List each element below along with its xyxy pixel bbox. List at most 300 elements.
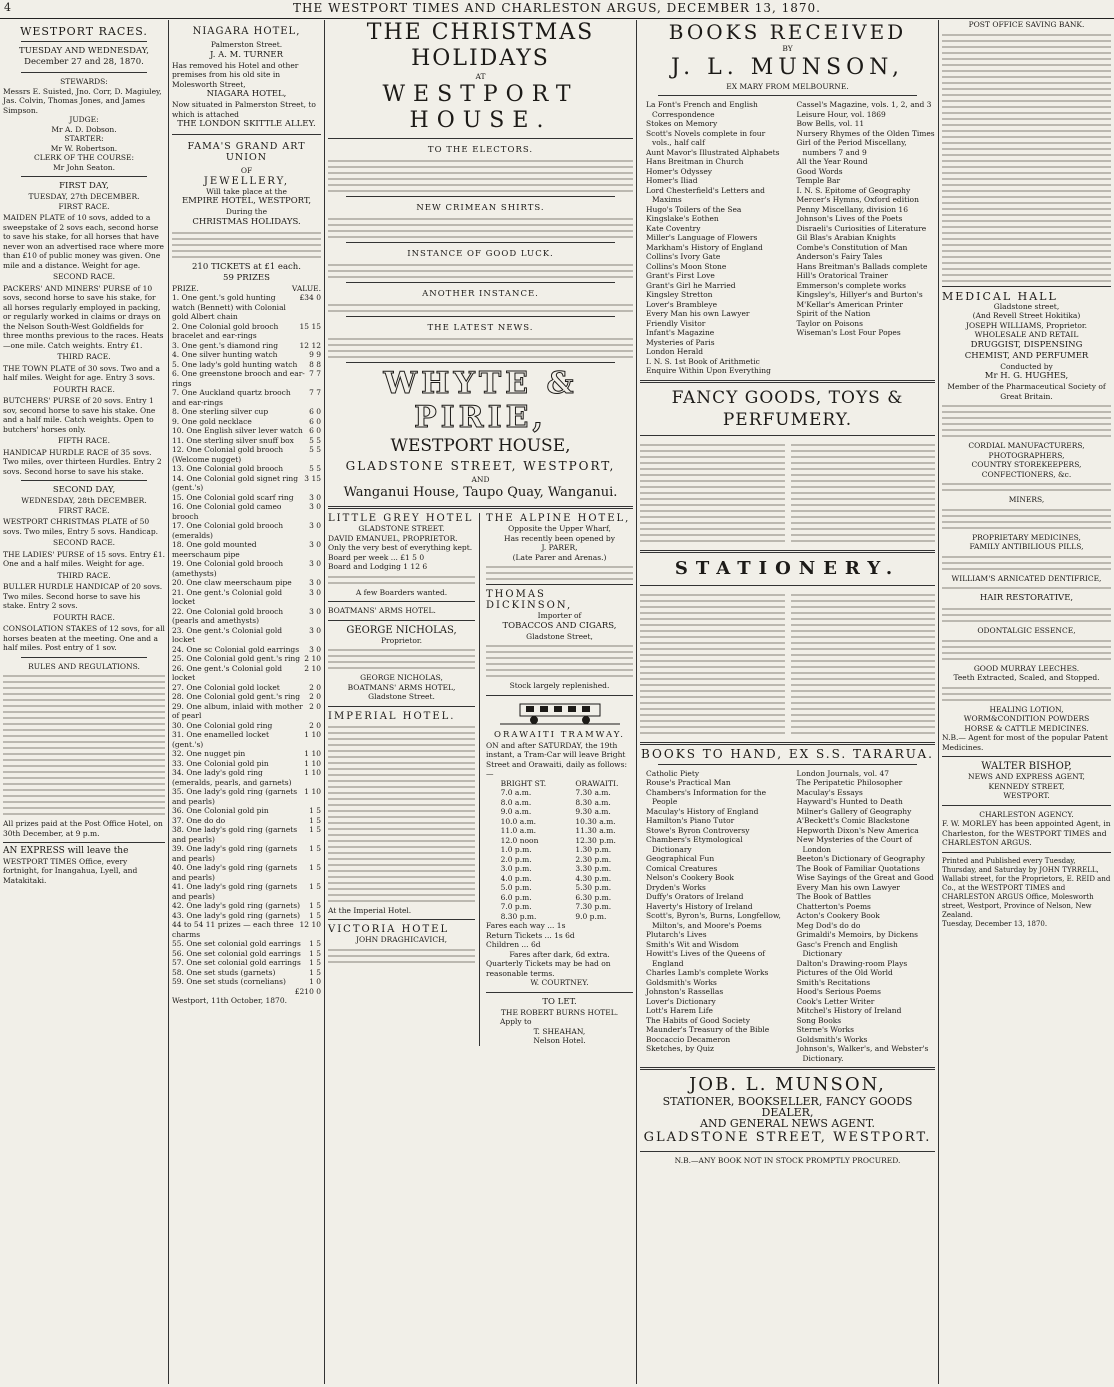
book-title: Collins's Moon Stone <box>646 261 727 271</box>
prize-number: 28. <box>172 692 184 701</box>
book-title: A'Beckett's Comic Blackstone <box>796 816 910 825</box>
book-title: Miller's Language of Flowers <box>646 233 758 242</box>
prize-row <box>172 759 321 769</box>
prize-value: 15 15 <box>299 321 321 331</box>
prize-desc <box>172 968 275 978</box>
prize-desc <box>172 759 269 769</box>
tram-time-bright: 10.0 a.m. <box>500 816 537 826</box>
prize-number: 7. <box>172 388 180 397</box>
book-title: Temple Bar <box>796 176 841 185</box>
column-races <box>0 20 168 1384</box>
prize-description: One lady's gold ring (garnets and pearls) <box>172 825 298 844</box>
prize-number: 9. <box>172 416 180 426</box>
book-title: New Mysteries of the Court of London <box>796 835 912 854</box>
race-label: FIRST RACE. <box>58 505 110 515</box>
book-title: Nursery Rhymes of the Olden Times <box>796 128 935 138</box>
fares-2: Return Tickets ... 1s 6d <box>486 930 575 940</box>
prize-number: 59. <box>172 977 184 986</box>
prize-value: 6 0 <box>309 426 321 435</box>
dentifrice-label: WILLIAM'S ARNICATED DENTIFRICE, <box>951 573 1102 583</box>
tram-time-orawaiti: 10.30 a.m. <box>575 816 616 826</box>
prize-row <box>172 844 321 863</box>
prize-description: One Colonial gold gent.'s ring <box>186 654 301 663</box>
prize-row <box>172 350 321 360</box>
tram-time-orawaiti: 2.30 p.m. <box>575 854 612 864</box>
prize-row <box>172 474 321 493</box>
race-label: FIRST RACE. <box>58 201 110 211</box>
fares-1: Fares each way ... 1s <box>486 921 566 930</box>
book-title: Kingsley's, Hillyer's and Burton's <box>796 290 923 299</box>
tram-time-orawaiti: 11.30 a.m. <box>575 826 616 835</box>
prize-header <box>172 284 321 294</box>
prize-number: 6. <box>172 369 180 378</box>
prize-desc <box>172 749 245 759</box>
tram-time-bright: 5.0 p.m. <box>500 883 532 892</box>
fares-3: Children ... 6d <box>486 940 541 949</box>
niagara-line-1: Has removed his Hotel and other <box>172 60 299 70</box>
prize-description: One set colonial gold earrings <box>186 958 301 967</box>
book-title: Lott's Harem Life <box>646 1006 713 1015</box>
race-text: HANDICAP HURDLE RACE of 35 sovs. Two miles, over thirteen Hurdles. Entry 2 sovs. Second horse to save his stake. <box>3 447 162 476</box>
prize-row <box>172 521 321 540</box>
tram-time-orawaiti: 9.0 p.m. <box>575 911 607 921</box>
book-title: Johnson's, Walker's, and Webster's Dictionary. <box>796 1044 929 1063</box>
book-title: Song Books <box>796 1015 842 1025</box>
tramway-signature: W. COURTNEY. <box>530 978 589 987</box>
prize-description: One Colonial gold brooch (amethysts) <box>172 559 284 578</box>
alpine-owner: J. PARER, <box>541 543 578 552</box>
prize-desc <box>172 882 305 901</box>
proprietary-label: PROPRIETARY MEDICINES, <box>972 532 1081 542</box>
book-title: The Book of Familiar Quotations <box>796 863 920 873</box>
skittle-alley: THE LONDON SKITTLE ALLEY. <box>177 119 316 129</box>
prize-desc <box>172 730 300 749</box>
prize-value: 5 5 <box>309 435 321 445</box>
prize-row <box>172 787 321 806</box>
horse-label: HORSE & CATTLE MEDICINES. <box>964 723 1089 733</box>
book-title: Anderson's Fairy Tales <box>796 252 883 261</box>
prize-value: 1 5 <box>309 967 321 977</box>
prize-desc <box>172 721 272 731</box>
prize-row <box>172 949 321 959</box>
odontalgic-label: ODONTALGIC ESSENCE, <box>977 626 1076 635</box>
prize-desc <box>172 863 305 882</box>
book-title: Beeton's Dictionary of Geography <box>796 854 925 863</box>
race-label: SECOND RACE. <box>52 538 116 547</box>
prize-value: 7 7 <box>309 388 321 397</box>
art-union-place: Will take place at the <box>206 186 287 196</box>
race-text: BUTCHERS' PURSE of 20 sovs. Entry 1 sov, second horse to save his stake. One and a half mile. Catch weights. Open to butchers' horses only. <box>3 396 156 434</box>
post-office-heading: POST OFFICE SAVING BANK. <box>968 20 1085 29</box>
race-label: THIRD RACE. <box>57 570 111 580</box>
nicholas-name: GEORGE NICHOLAS, <box>360 673 443 682</box>
prize-description: One lady's gold ring (garnets and pearls) <box>172 863 298 882</box>
prize-value: 1 5 <box>309 806 321 815</box>
prize-number: 24. <box>172 644 184 654</box>
prize-desc <box>172 417 252 427</box>
prize-row <box>172 749 321 759</box>
niagara-line-3: Now situated in Palmerston Street, to which is attached <box>172 100 316 119</box>
art-union-heading: FAMA'S GRAND ART UNION <box>187 141 306 163</box>
book-title: Scott's Novels complete in four vols., half calf <box>646 128 766 147</box>
race-label: SECOND RACE. <box>52 272 116 281</box>
prize-description: One gent.'s gold hunting watch (Bennett) with Colonial gold Albert chain <box>172 293 286 321</box>
tram-time-orawaiti: 9.30 a.m. <box>575 807 611 816</box>
prize-value: 1 10 <box>304 787 321 796</box>
news-heading: THE LATEST NEWS. <box>427 322 534 333</box>
art-union-tickets: 210 TICKETS at £1 each. <box>192 261 301 272</box>
book-title: Lord Chesterfield's Letters and Maxims <box>646 185 765 204</box>
nelson-hotel: Nelson Hotel. <box>533 1036 586 1045</box>
prizes-total-row <box>172 987 321 997</box>
prize-row <box>172 464 321 474</box>
pharma-member: Member of the Pharmaceutical Society of Great Britain. <box>947 382 1106 401</box>
prize-row <box>172 968 321 978</box>
nicholas-hotel: BOATMANS' ARMS HOTEL, <box>347 682 456 692</box>
nicholas-sub: Proprietor. <box>380 635 423 645</box>
prize-description: One sterling silver snuff box <box>186 435 294 445</box>
clerk-text: Mr John Seaton. <box>52 162 115 172</box>
book-title: Hepworth Dixon's New America <box>796 825 919 835</box>
prize-row <box>172 426 321 436</box>
book-title: Dryden's Works <box>646 882 706 892</box>
book-title: Stowe's Byron Controversy <box>646 825 750 835</box>
prize-value: 1 5 <box>309 901 321 910</box>
whyte-pirie-title: WHYTE & PIRIE, <box>383 365 578 435</box>
prize-number: 41. <box>172 882 184 891</box>
christmas-at: AT <box>475 72 486 81</box>
prize-desc <box>172 588 305 607</box>
express-line-3: fortnight, for Inangahua, Lyell, and <box>3 866 138 875</box>
prize-number: 36. <box>172 806 184 815</box>
prize-desc <box>172 787 300 806</box>
rules-heading: RULES AND REGULATIONS. <box>28 661 140 671</box>
prize-desc <box>172 626 305 645</box>
prize-description: One gent.'s Colonial gold locket <box>172 625 283 644</box>
prize-description: One enamelled locket (gent.'s) <box>172 730 269 749</box>
prize-number: 19. <box>172 559 184 568</box>
prize-value: 2 0 <box>309 701 321 711</box>
prize-row <box>172 768 321 787</box>
prize-description: One lady's gold ring (garnets) <box>186 910 301 920</box>
starter-label: STARTER: <box>64 134 104 143</box>
fancy-goods-heading: FANCY GOODS, TOYS & PERFUMERY. <box>671 387 904 430</box>
apply-label: Apply to <box>500 1017 532 1026</box>
prize-description: One lady's gold ring (garnets and pearls) <box>172 787 298 806</box>
prize-row <box>172 588 321 607</box>
prize-description: One gent.'s Colonial gold locket <box>172 587 283 606</box>
book-title: Grant's First Love <box>646 271 715 280</box>
book-title: Cook's Letter Writer <box>796 996 875 1006</box>
storekeepers-label: COUNTRY STOREKEEPERS, <box>971 460 1082 469</box>
prize-value: 6 0 <box>309 407 321 416</box>
medical-hall-heading: MEDICAL HALL <box>942 289 1058 303</box>
niagara-line-2: premises from his old site in Molesworth Street, <box>172 70 281 89</box>
book-title: Infant's Magazine <box>646 328 715 337</box>
prize-description: One greenstone brooch and ear-rings <box>172 369 305 388</box>
prize-description: One gold mounted meerschaum pipe <box>172 540 257 559</box>
prize-description: One Colonial gold brooch (emeralds) <box>172 521 284 540</box>
book-title: The Peripatetic Philosopher <box>796 778 903 787</box>
prize-number: 25. <box>172 654 184 663</box>
prize-value: 12 10 <box>299 920 321 929</box>
niagara-street: Palmerston Street. <box>210 40 283 49</box>
book-title: Girl of the Period Miscellany, numbers 7 and 9 <box>796 138 907 157</box>
race-label: THIRD RACE. <box>57 352 111 361</box>
chemist-label: CHEMIST, AND PERFUMER <box>964 350 1089 361</box>
prize-value: 3 0 <box>309 540 321 549</box>
imperial-heading: IMPERIAL HOTEL. <box>328 710 456 722</box>
prize-number: 13. <box>172 464 184 473</box>
niagara-heading: NIAGARA HOTEL, <box>192 26 301 37</box>
tram-time-bright: 2.0 p.m. <box>500 854 532 864</box>
prize-description: One set studs (garnets) <box>186 967 276 977</box>
second-day-date: WEDNESDAY, 28th DECEMBER. <box>21 496 147 505</box>
book-title: Every Man his own Lawyer <box>796 882 900 892</box>
prize-row <box>172 863 321 882</box>
prize-description: 11 prizes — each three charms <box>172 920 294 939</box>
book-title: Charles Lamb's complete Works <box>646 968 769 977</box>
book-title: Mysteries of Paris <box>646 337 715 347</box>
book-title: Boccaccio Decameron <box>646 1034 731 1044</box>
rules-closing: All prizes paid at the Post Office Hotel, on 30th December, at 9 p.m. <box>3 819 163 838</box>
news-agent: NEWS AND EXPRESS AGENT, <box>968 772 1085 781</box>
express-line-2: WESTPORT TIMES Office, every <box>3 856 128 866</box>
prize-value: 9 9 <box>309 350 321 359</box>
book-title: Johnson's Lives of the Poets <box>796 214 903 223</box>
prize-row <box>172 901 321 911</box>
nicholas-heading: GEORGE NICHOLAS, <box>346 624 457 636</box>
first-day-heading: FIRST DAY, <box>59 181 109 191</box>
prize-row <box>172 360 321 370</box>
prize-row <box>172 882 321 901</box>
prize-row <box>172 816 321 826</box>
another-heading: ANOTHER INSTANCE. <box>422 288 539 299</box>
race-label: FOURTH RACE. <box>53 612 115 622</box>
prize-desc <box>172 949 301 959</box>
kennedy-street: KENNEDY STREET, <box>988 781 1065 791</box>
book-title: Comical Creatures <box>646 863 718 873</box>
prize-description: One Auckland quartz brooch and ear-rings <box>172 388 291 407</box>
prize-number: 21. <box>172 587 184 597</box>
medical-nb: N.B.— Agent for most of the popular Patent Medicines. <box>942 733 1108 752</box>
prize-value: 2 0 <box>309 692 321 701</box>
book-title: M'Kellar's American Printer <box>796 299 903 309</box>
prize-desc <box>172 474 300 493</box>
tram-time-orawaiti: 1.30 p.m. <box>575 845 612 854</box>
prize-row <box>172 825 321 844</box>
race-label: FOURTH RACE. <box>53 384 115 394</box>
job-munson-nb: N.B.—ANY BOOK NOT IN STOCK PROMPTLY PROCURED. <box>674 1156 901 1165</box>
book-title: Collins's Ivory Gate <box>646 252 721 261</box>
prize-number: 39. <box>172 844 184 853</box>
prize-value: 2 10 <box>304 654 321 663</box>
prize-value: 2 0 <box>309 720 321 730</box>
prize-row <box>172 939 321 949</box>
imprint-date: Tuesday, December 13, 1870. <box>942 919 1048 928</box>
miners-label: MINERS, <box>1008 495 1045 504</box>
prize-row <box>172 293 321 322</box>
prize-description: One gent.'s Colonial gold locket <box>172 663 283 682</box>
conducted-label: Conducted by <box>1000 361 1053 371</box>
prize-value: 12 12 <box>299 340 321 350</box>
tram-time-orawaiti: 7.30 a.m. <box>575 788 611 797</box>
prize-number: 8. <box>172 407 180 416</box>
little-grey-heading: LITTLE GREY HOTEL <box>328 513 474 524</box>
little-grey-footer: A few Boarders wanted. <box>355 587 448 597</box>
tram-time-bright: 11.0 a.m. <box>500 826 537 835</box>
first-day-date: TUESDAY, 27th DECEMBER. <box>28 192 140 201</box>
prize-desc <box>172 436 294 446</box>
tramway-timetable <box>486 779 633 922</box>
tram-time-orawaiti: 8.30 a.m. <box>575 797 611 807</box>
prize-row <box>172 388 321 407</box>
prize-number: 32. <box>172 749 184 758</box>
prize-description: One Colonial gold pin <box>186 758 269 768</box>
judge-label: JUDGE: <box>69 115 99 124</box>
prize-number: 11. <box>172 435 184 445</box>
prize-desc <box>172 702 305 721</box>
prize-row <box>172 730 321 749</box>
prize-desc <box>172 445 305 464</box>
prize-value: 3 0 <box>309 521 321 530</box>
tram-time-bright: 8.30 p.m. <box>500 911 537 921</box>
book-title: Acton's Cookery Book <box>796 911 880 920</box>
book-title: The Book of Battles <box>796 892 871 901</box>
shirts-heading: NEW CRIMEAN SHIRTS. <box>416 202 545 213</box>
prize-description: One lady's gold ring (garnets) <box>186 901 301 910</box>
book-title: I. N. S. Epitome of Geography <box>796 185 911 195</box>
prize-description: One lady's gold hunting watch <box>181 359 298 369</box>
tram-time-bright: 3.0 p.m. <box>500 864 532 873</box>
prize-number: 33. <box>172 758 184 768</box>
alpine-sub: Opposite the Upper Wharf, <box>508 524 611 533</box>
book-title: Sterne's Works <box>796 1025 854 1034</box>
prize-desc <box>172 293 296 322</box>
bishop-westport: WESTPORT. <box>1003 791 1050 800</box>
art-union-hotel: EMPIRE HOTEL, WESTPORT, <box>181 196 312 206</box>
tararua-heading: BOOKS TO HAND, EX S.S. TARARUA. <box>641 746 934 761</box>
book-title: Mercer's Hymns, Oxford edition <box>796 195 919 204</box>
prize-number: 44 to 54 <box>172 920 204 929</box>
prize-description: One lady's gold ring (emeralds, pearls, and garnets) <box>172 768 292 787</box>
prize-value: 3 0 <box>309 492 321 502</box>
prize-number: 22. <box>172 606 184 616</box>
prize-desc <box>172 540 305 559</box>
nicholas-street: Gladstone Street. <box>368 692 435 701</box>
little-grey-owner: DAVID EMANUEL, PROPRIETOR. <box>328 533 458 543</box>
prize-value: 3 15 <box>304 473 321 483</box>
prize-value: 6 0 <box>309 416 321 426</box>
family-pills-label: FAMILY ANTIBILIOUS PILLS, <box>969 542 1084 551</box>
book-title: Cassel's Magazine, vols. 1, 2, and 3 <box>796 100 932 109</box>
prize-row <box>172 407 321 417</box>
job-munson-street: GLADSTONE STREET, WESTPORT. <box>643 1130 932 1145</box>
book-title: Leisure Hour, vol. 1869 <box>796 109 886 119</box>
books-received-heading: BOOKS RECEIVED <box>668 20 907 44</box>
victoria-owner: JOHN DRAGHICAVICH, <box>355 935 448 944</box>
clerk-label: CLERK OF THE COURSE: <box>34 153 134 162</box>
prize-value: 1 5 <box>309 910 321 920</box>
prize-desc <box>172 816 225 826</box>
prize-value: 3 0 <box>309 625 321 635</box>
worm-label: WORM&CONDITION POWDERS <box>963 714 1090 723</box>
newspaper-title: THE WESTPORT TIMES AND CHARLESTON ARGUS, DECEMBER 13, 1870. <box>293 1 821 15</box>
prize-number: 20. <box>172 578 184 587</box>
prize-description: One Colonial gold brooch bracelet and ear-rings <box>172 321 279 340</box>
wanganui-house: Wanganui House, Taupo Quay, Wanganui. <box>343 485 618 500</box>
book-title: Maculay's History of England <box>646 806 759 816</box>
tram-time-bright: 7.0 p.m. <box>500 902 532 911</box>
tram-time-bright: 8.0 a.m. <box>500 797 532 807</box>
prize-number: 26. <box>172 663 184 673</box>
prize-number: 16. <box>172 502 184 511</box>
prize-value: 1 5 <box>309 939 321 948</box>
book-title: Friendly Visitor <box>646 318 706 328</box>
prize-number: 30. <box>172 720 184 730</box>
tram-time-orawaiti: 4.30 p.m. <box>575 873 612 883</box>
book-title: Combe's Constitution of Man <box>796 242 908 252</box>
prize-number: 5. <box>172 359 180 369</box>
prize-value: 3 0 <box>309 578 321 587</box>
prize-description: One set colonial gold earrings <box>186 939 301 948</box>
express-line-1: AN EXPRESS will leave the <box>3 846 129 856</box>
prize-number: 17. <box>172 521 184 530</box>
prize-number: 12. <box>172 445 184 454</box>
book-title: Grant's Girl he Married <box>646 280 736 290</box>
tram-time-orawaiti: 7.30 p.m. <box>575 902 612 911</box>
prize-row <box>172 578 321 588</box>
prize-description: One nugget pin <box>186 749 246 758</box>
prize-desc <box>172 369 305 388</box>
art-union-jewellery: JEWELLERY, <box>203 175 290 187</box>
prize-description: One gent.'s diamond ring <box>181 340 279 350</box>
wholesale-label: WHOLESALE AND RETAIL <box>974 330 1079 339</box>
book-title: Howitt's Lives of the Queens of England <box>646 949 766 968</box>
book-title: Rouse's Practical Man <box>646 778 731 787</box>
prize-description: One English silver lever watch <box>186 426 303 435</box>
prize-value: 5 5 <box>309 464 321 473</box>
prize-number: 29. <box>172 701 184 711</box>
book-title: London Journals, vol. 47 <box>796 768 890 778</box>
race-label: FIFTH RACE. <box>58 436 110 445</box>
medical-owner: JOSEPH WILLIAMS, Proprietor. <box>965 320 1088 330</box>
job-munson-sub: STATIONER, BOOKSELLER, FANCY GOODS DEALER, <box>662 1095 913 1119</box>
art-union-during: During the <box>225 207 268 216</box>
prize-number: 1. <box>172 293 180 302</box>
prize-row <box>172 721 321 731</box>
ex-mary: EX MARY FROM MELBOURNE. <box>726 81 849 91</box>
book-title: Gasc's French and English Dictionary <box>796 939 898 958</box>
prize-description: One Colonial gold brooch (pearls and amethysts) <box>172 606 284 625</box>
prize-desc <box>172 977 286 987</box>
book-title: Milner's Gallery of Geography <box>796 806 912 816</box>
prize-number: 31. <box>172 730 184 739</box>
prize-desc <box>172 911 300 921</box>
morley-notice: F. W. MORLEY has been appointed Agent, in Charleston, for the WESTPORT TIMES and CHARLESTON ARGUS. <box>942 819 1111 847</box>
prize-description: One claw meerschaum pipe <box>186 578 292 587</box>
tram-time-bright: 6.0 p.m. <box>500 892 532 902</box>
prize-value: 1 5 <box>309 844 321 853</box>
medical-sub: (And Revell Street Hokitika) <box>972 311 1081 320</box>
book-title: Homer's Odyssey <box>646 166 713 176</box>
express-line-4: Matakitaki. <box>3 875 47 885</box>
book-title: Plutarch's Lives <box>646 930 707 939</box>
prize-description: One Colonial gold ring <box>186 720 273 730</box>
tram-time-bright: 1.0 p.m. <box>500 845 532 854</box>
prize-desc <box>172 664 300 683</box>
column-notices <box>938 20 1114 1384</box>
